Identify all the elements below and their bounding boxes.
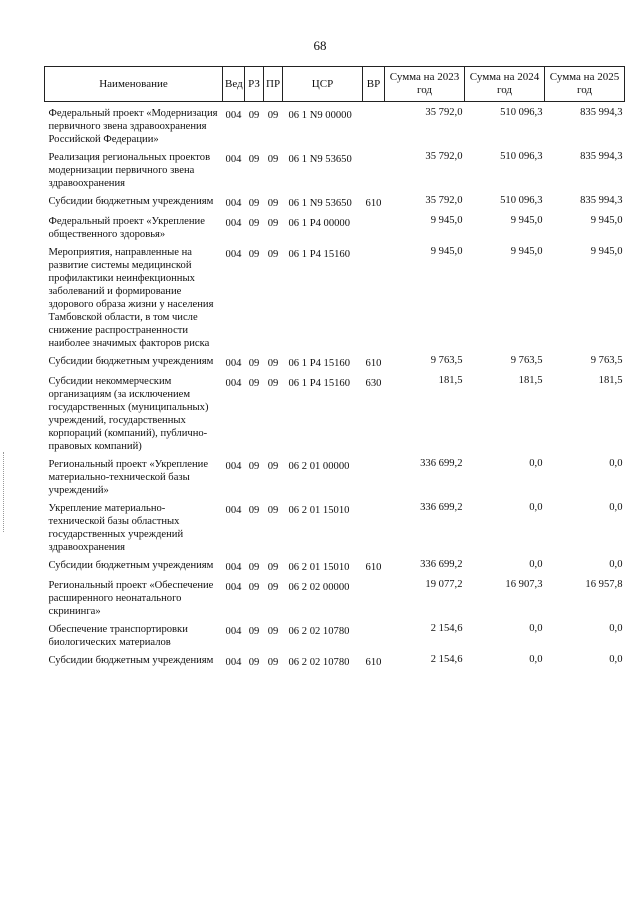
row-sum-2024: 0,0 xyxy=(529,502,543,513)
row-csr: 06 2 02 10780 xyxy=(288,657,350,668)
row-name: Субсидии бюджетным учреждениям xyxy=(48,356,214,367)
row-sum-2024: 181,5 xyxy=(518,375,543,386)
row-vr: 610 xyxy=(365,562,382,573)
header-sum-2025: Сумма на 2025 год xyxy=(545,67,625,102)
row-name: Федеральный проект «Укрепление общественного здоровья» xyxy=(48,216,205,240)
row-vr xyxy=(363,210,385,241)
row-csr: 06 2 01 00000 xyxy=(288,461,350,472)
row-rz: 09 xyxy=(248,505,260,516)
row-rz: 09 xyxy=(248,461,260,472)
row-ved: 004 xyxy=(225,198,242,209)
row-sum-2023: 9 945,0 xyxy=(430,246,463,257)
table-row xyxy=(45,241,625,350)
row-sum-2025: 9 763,5 xyxy=(590,355,623,366)
row-sum-2024: 0,0 xyxy=(529,654,543,665)
row-rz: 09 xyxy=(248,626,260,637)
row-vr xyxy=(363,453,385,497)
row-ved: 004 xyxy=(225,358,242,369)
row-pr: 09 xyxy=(267,626,279,637)
row-csr: 06 2 01 15010 xyxy=(288,505,350,516)
table-row xyxy=(45,554,625,574)
row-csr: 06 2 02 00000 xyxy=(288,582,350,593)
row-csr: 06 1 Р4 15160 xyxy=(288,358,351,369)
page-number: 68 xyxy=(313,38,327,53)
row-sum-2023: 2 154,6 xyxy=(430,623,463,634)
row-pr: 09 xyxy=(267,505,279,516)
row-sum-2024: 16 907,3 xyxy=(505,579,543,590)
row-name: Мероприятия, направленные на развитие системы медицинской профилактики неинфекционных заболеваний и формирование здорового образа жизни у населения Тамбовской области, в том числе снижение распространенности наиболее значимых факторов риска xyxy=(48,247,214,349)
table-row xyxy=(45,649,625,669)
row-name: Региональный проект «Обеспечение расширенного неонатального скрининга» xyxy=(48,580,214,617)
row-sum-2023: 181,5 xyxy=(438,375,463,386)
row-ved: 004 xyxy=(225,249,242,260)
row-csr: 06 1 Р4 15160 xyxy=(288,249,351,260)
row-sum-2023: 336 699,2 xyxy=(420,559,463,570)
row-sum-2024: 9 945,0 xyxy=(510,246,543,257)
row-ved: 004 xyxy=(225,562,242,573)
row-sum-2025: 0,0 xyxy=(609,654,623,665)
table-row xyxy=(45,370,625,453)
header-name: Наименование xyxy=(45,67,223,102)
row-ved: 004 xyxy=(225,378,242,389)
row-csr: 06 1 N9 53650 xyxy=(288,154,352,165)
header-ved: Вед xyxy=(223,67,245,102)
row-ved: 004 xyxy=(225,461,242,472)
row-pr: 09 xyxy=(267,110,279,121)
row-sum-2023: 336 699,2 xyxy=(420,458,463,469)
row-rz: 09 xyxy=(248,198,260,209)
row-sum-2025: 835 994,3 xyxy=(580,195,623,206)
row-sum-2023: 19 077,2 xyxy=(425,579,463,590)
row-sum-2023: 35 792,0 xyxy=(425,107,463,118)
budget-table xyxy=(44,66,625,669)
row-sum-2025: 835 994,3 xyxy=(580,151,623,162)
row-vr: 610 xyxy=(365,358,382,369)
row-ved: 004 xyxy=(225,657,242,668)
row-rz: 09 xyxy=(248,358,260,369)
row-name: Субсидии бюджетным учреждениям xyxy=(48,196,214,207)
row-vr xyxy=(363,102,385,147)
table-row xyxy=(45,210,625,241)
table-row xyxy=(45,497,625,554)
table-row xyxy=(45,574,625,618)
row-sum-2024: 510 096,3 xyxy=(500,107,543,118)
row-vr xyxy=(363,574,385,618)
row-pr: 09 xyxy=(267,582,279,593)
row-vr xyxy=(363,146,385,190)
row-vr: 610 xyxy=(365,198,382,209)
table-row xyxy=(45,350,625,370)
header-sum-2023: Сумма на 2023 год xyxy=(385,67,465,102)
row-vr: 630 xyxy=(365,378,382,389)
row-sum-2024: 0,0 xyxy=(529,623,543,634)
row-ved: 004 xyxy=(225,582,242,593)
row-vr xyxy=(363,497,385,554)
row-sum-2024: 0,0 xyxy=(529,458,543,469)
row-rz: 09 xyxy=(248,562,260,573)
row-sum-2024: 510 096,3 xyxy=(500,195,543,206)
row-vr xyxy=(363,618,385,649)
row-name: Субсидии бюджетным учреждениям xyxy=(48,560,214,571)
row-sum-2025: 0,0 xyxy=(609,559,623,570)
table-row xyxy=(45,190,625,210)
row-csr: 06 1 N9 53650 xyxy=(288,198,352,209)
row-name: Реализация региональных проектов модернизации первичного звена здравоохранения xyxy=(48,152,211,189)
row-pr: 09 xyxy=(267,198,279,209)
row-name: Субсидии некоммерческим организациям (за исключением государственных (муниципальных) учреждений, государственных корпораций (компаний), публично-правовых компаний) xyxy=(48,376,209,452)
row-csr: 06 2 01 15010 xyxy=(288,562,350,573)
row-vr xyxy=(363,241,385,350)
row-sum-2025: 0,0 xyxy=(609,502,623,513)
margin-scan-mark xyxy=(3,452,6,532)
row-sum-2023: 35 792,0 xyxy=(425,195,463,206)
budget-table-container xyxy=(44,66,624,669)
row-rz: 09 xyxy=(248,154,260,165)
row-vr: 610 xyxy=(365,657,382,668)
row-pr: 09 xyxy=(267,461,279,472)
row-csr: 06 2 02 10780 xyxy=(288,626,350,637)
header-sum-2024: Сумма на 2024 год xyxy=(465,67,545,102)
row-sum-2025: 835 994,3 xyxy=(580,107,623,118)
row-sum-2023: 9 763,5 xyxy=(430,355,463,366)
header-vr: ВР xyxy=(363,67,385,102)
row-rz: 09 xyxy=(248,378,260,389)
row-name: Федеральный проект «Модернизация первичного звена здравоохранения Российской Федерации» xyxy=(48,108,218,145)
row-rz: 09 xyxy=(248,582,260,593)
row-pr: 09 xyxy=(267,562,279,573)
row-csr: 06 1 Р4 15160 xyxy=(288,378,351,389)
row-sum-2024: 510 096,3 xyxy=(500,151,543,162)
header-rz: РЗ xyxy=(245,67,264,102)
row-sum-2025: 9 945,0 xyxy=(590,215,623,226)
row-ved: 004 xyxy=(225,154,242,165)
row-ved: 004 xyxy=(225,626,242,637)
row-ved: 004 xyxy=(225,110,242,121)
table-header xyxy=(45,67,625,102)
row-name: Региональный проект «Укрепление материально-технической базы учреждений» xyxy=(48,459,209,496)
row-name: Субсидии бюджетным учреждениям xyxy=(48,655,214,666)
header-pr: ПР xyxy=(264,67,283,102)
table-row xyxy=(45,453,625,497)
row-sum-2025: 16 957,8 xyxy=(585,579,623,590)
row-pr: 09 xyxy=(267,218,279,229)
row-csr: 06 1 Р4 00000 xyxy=(288,218,351,229)
row-sum-2025: 181,5 xyxy=(598,375,623,386)
row-ved: 004 xyxy=(225,505,242,516)
row-rz: 09 xyxy=(248,657,260,668)
row-name: Обеспечение транспортировки биологических материалов xyxy=(48,624,188,648)
row-sum-2023: 9 945,0 xyxy=(430,215,463,226)
row-sum-2023: 35 792,0 xyxy=(425,151,463,162)
row-csr: 06 1 N9 00000 xyxy=(288,110,352,121)
row-sum-2025: 9 945,0 xyxy=(590,246,623,257)
table-row xyxy=(45,146,625,190)
row-pr: 09 xyxy=(267,154,279,165)
table-row xyxy=(45,618,625,649)
row-rz: 09 xyxy=(248,249,260,260)
row-sum-2025: 0,0 xyxy=(609,623,623,634)
row-pr: 09 xyxy=(267,249,279,260)
row-pr: 09 xyxy=(267,657,279,668)
table-body xyxy=(45,102,625,670)
row-sum-2025: 0,0 xyxy=(609,458,623,469)
row-pr: 09 xyxy=(267,378,279,389)
row-sum-2024: 9 945,0 xyxy=(510,215,543,226)
row-name: Укрепление материально-технической базы областных государственных учреждений здравоохранения xyxy=(48,503,184,553)
row-ved: 004 xyxy=(225,218,242,229)
row-sum-2023: 2 154,6 xyxy=(430,654,463,665)
header-csr: ЦСР xyxy=(283,67,363,102)
row-sum-2024: 0,0 xyxy=(529,559,543,570)
row-sum-2023: 336 699,2 xyxy=(420,502,463,513)
row-rz: 09 xyxy=(248,110,260,121)
row-pr: 09 xyxy=(267,358,279,369)
row-rz: 09 xyxy=(248,218,260,229)
table-row xyxy=(45,102,625,147)
row-sum-2024: 9 763,5 xyxy=(510,355,543,366)
